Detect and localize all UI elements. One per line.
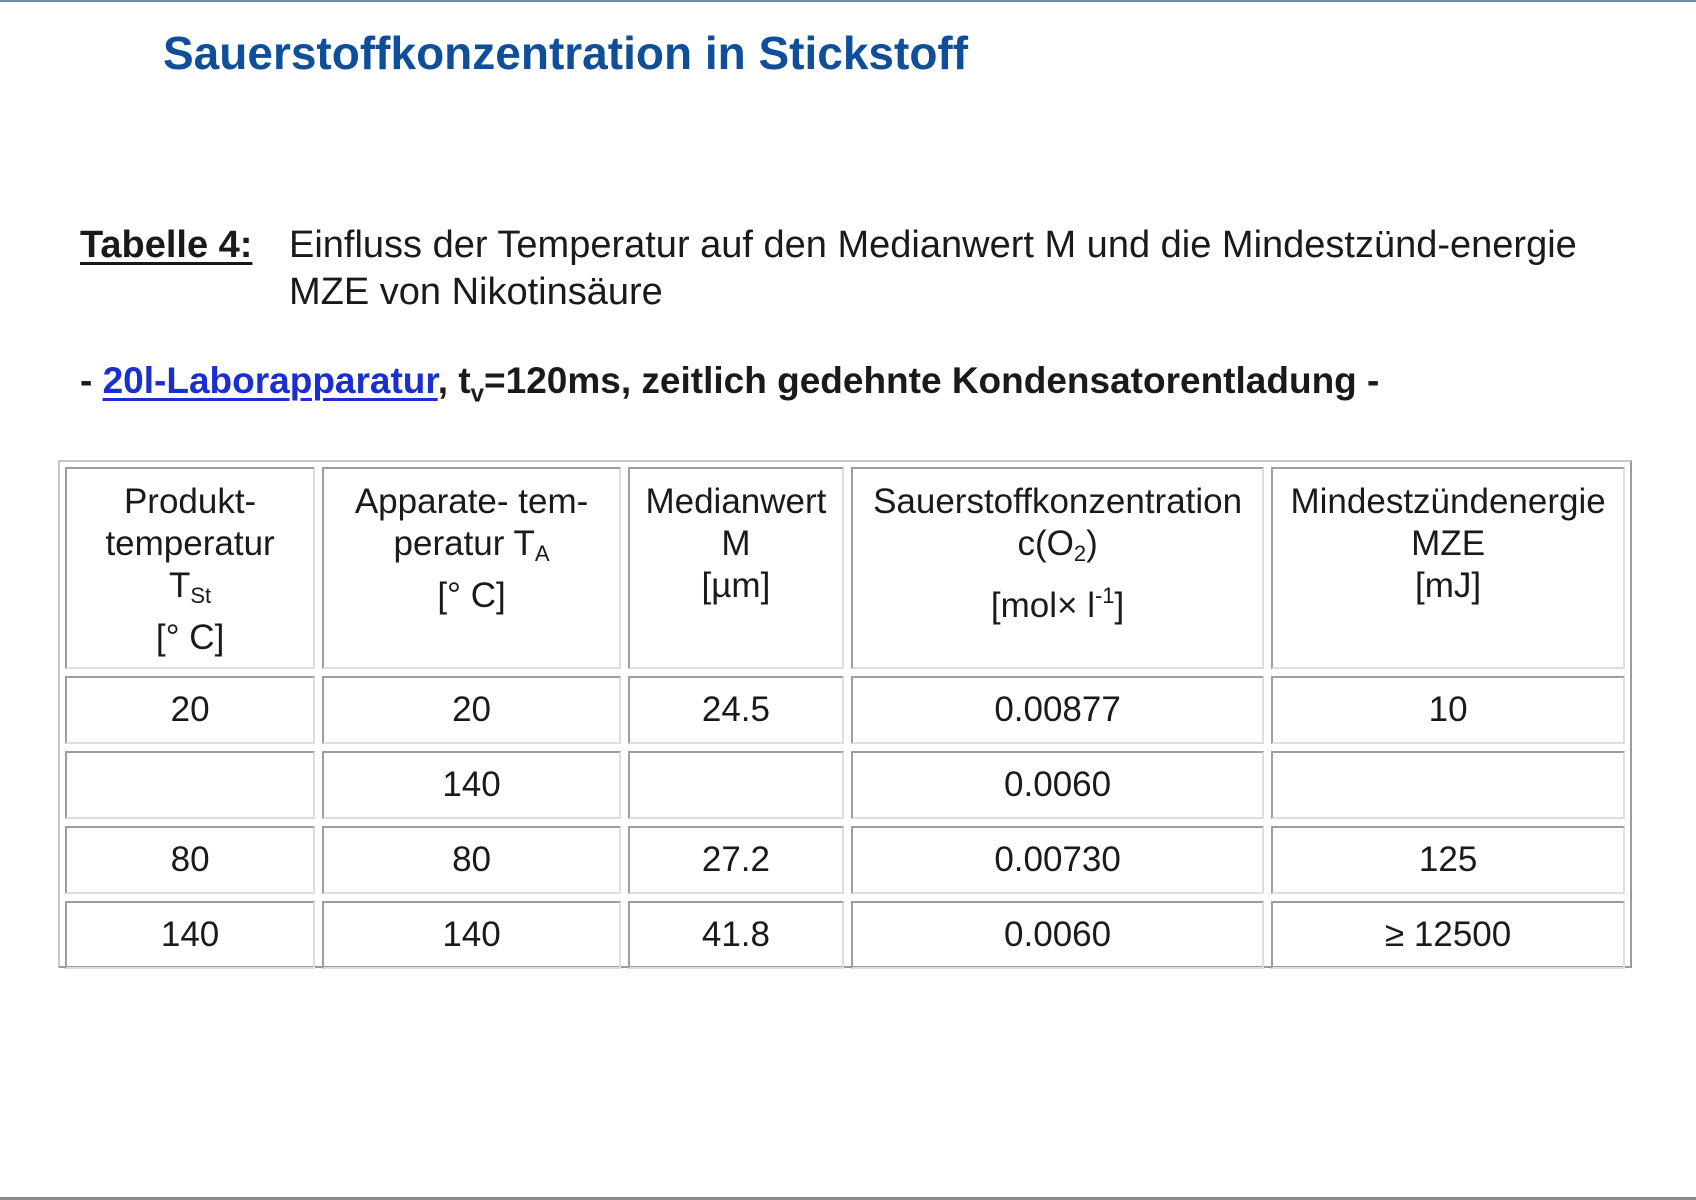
formula-subscript: 2 — [1073, 541, 1087, 566]
header-line: temperatur — [105, 524, 275, 563]
caption-text: Einfluss der Temperatur auf den Medianwert M und die Mindestzünd-energie MZE von Nikotinsäure — [289, 224, 1577, 313]
table-cell: 0.0060 — [851, 901, 1264, 969]
header-line: Mindestzündenergie — [1290, 482, 1606, 521]
table-row — [65, 901, 1625, 969]
unit-superscript: -1 — [1094, 583, 1115, 608]
header-unit — [857, 575, 1258, 627]
top-divider — [0, 0, 1696, 2]
symbol-subscript: St — [190, 583, 212, 608]
table-cell: 80 — [65, 826, 315, 894]
symbol-subscript: A — [534, 541, 550, 566]
symbol-main: peratur T — [393, 524, 535, 563]
header-line: Produkt- — [123, 482, 257, 521]
formula-post: ) — [1086, 524, 1098, 563]
table-cell: 140 — [322, 751, 621, 819]
header-apparatetemperatur — [322, 467, 621, 669]
table-cell: 10 — [1271, 676, 1625, 744]
header-line: M — [721, 524, 751, 563]
subtitle-rest: =120ms, zeitlich gedehnte Kondensatorentladung - — [484, 360, 1380, 401]
table-cell: 20 — [65, 676, 315, 744]
header-unit: [mJ] — [1415, 566, 1482, 605]
unit-pre: [mol× l — [990, 586, 1095, 625]
header-unit: [° C] — [437, 576, 506, 615]
laborapparatur-link[interactable]: 20l-Laborapparatur — [102, 360, 438, 401]
table-cell: 0.0060 — [851, 751, 1264, 819]
subtitle-t-symbol: , t — [437, 360, 471, 401]
table-subtitle — [80, 360, 1379, 408]
table-cell: 24.5 — [628, 676, 844, 744]
subtitle-prefix: - — [80, 360, 103, 401]
table-row — [65, 676, 1625, 744]
header-formula — [857, 523, 1258, 575]
subtitle-t-subscript: v — [470, 380, 485, 408]
table-row — [65, 751, 1625, 819]
header-line: Apparate- tem- — [354, 482, 589, 521]
caption-label: Tabelle 4: — [80, 224, 253, 266]
header-produkttemperatur — [65, 467, 315, 669]
table-cell — [1271, 751, 1625, 819]
table-cell — [628, 751, 844, 819]
header-medianwert — [628, 467, 844, 669]
header-unit: [° C] — [155, 618, 225, 657]
table-header-row — [65, 467, 1625, 669]
header-line: Medianwert — [645, 482, 827, 521]
table-cell: ≥ 12500 — [1271, 901, 1625, 969]
table-cell: 0.00877 — [851, 676, 1264, 744]
slide-title: Sauerstoffkonzentration in Stickstoff — [163, 27, 969, 79]
table-cell: 140 — [65, 901, 315, 969]
header-symbol — [71, 565, 309, 617]
unit-post: ] — [1114, 586, 1125, 625]
table-cell: 20 — [322, 676, 621, 744]
header-line: MZE — [1411, 524, 1486, 563]
formula-pre: c(O — [1017, 524, 1074, 563]
table-cell: 27.2 — [628, 826, 844, 894]
header-unit: [µm] — [701, 566, 771, 605]
table-cell: 0.00730 — [851, 826, 1264, 894]
header-line: Sauerstoffkonzentration — [873, 482, 1243, 521]
table-cell: 80 — [322, 826, 621, 894]
table-cell: 125 — [1271, 826, 1625, 894]
table-row — [65, 826, 1625, 894]
header-symbol — [328, 523, 615, 575]
symbol-main: T — [168, 566, 191, 605]
header-mindestzuendenergie — [1271, 467, 1625, 669]
table-cell — [65, 751, 315, 819]
header-sauerstoffkonzentration — [851, 467, 1264, 669]
data-table — [58, 460, 1632, 976]
table-cell: 41.8 — [628, 901, 844, 969]
table-cell: 140 — [322, 901, 621, 969]
data-table-frame — [58, 460, 1632, 968]
